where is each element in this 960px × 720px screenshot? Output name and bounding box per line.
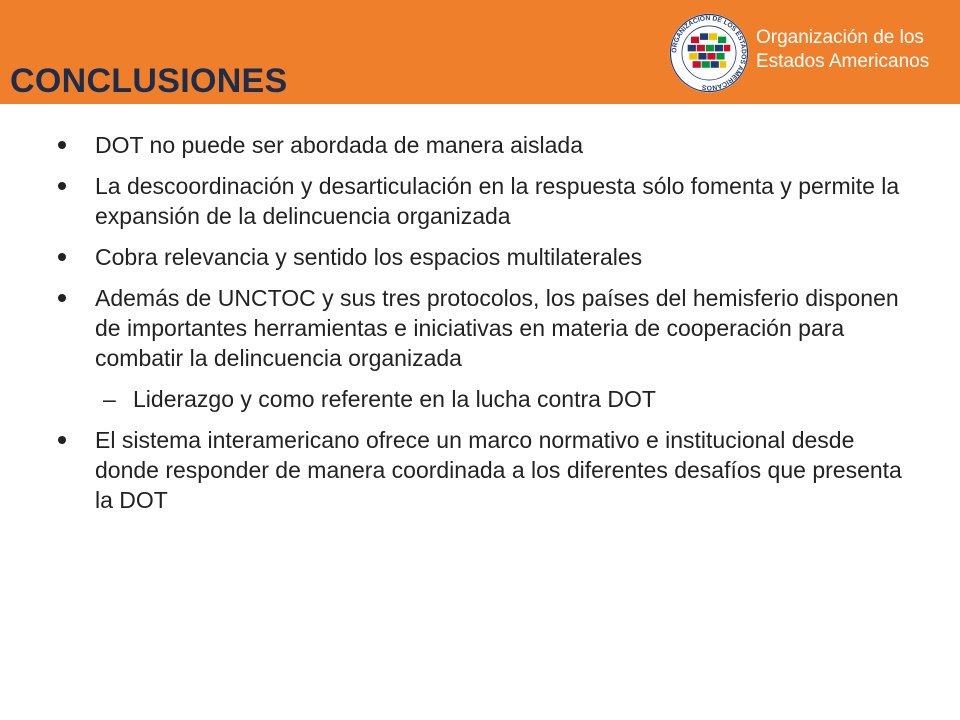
logo-ring-text: ORGANIZACIÓN DE LOS ESTADOS AMERICANOS: [671, 15, 747, 91]
sub-bullet-text: Liderazgo y como referente en la lucha contra DOT: [133, 386, 656, 412]
org-name-line-2: Estados Americanos: [756, 51, 930, 72]
bullet-text: DOT no puede ser abordada de manera aislada: [95, 132, 584, 158]
bullet-text: Además de UNCTOC y sus tres protocolos, los países del hemisferio disponen de importantes herramientas e iniciativas en materia de cooperación para combatir la delincuencia organizada: [95, 285, 899, 371]
bullet-item: [0, 130, 960, 160]
bullet-dot-icon: [58, 294, 66, 302]
oas-seal-logo: [668, 12, 750, 94]
bullet-item: [0, 171, 960, 231]
bullet-dot-icon: [58, 182, 66, 190]
org-name-line-1: Organización de los: [756, 27, 924, 48]
organization-name: [756, 26, 929, 74]
bullet-text: Cobra relevancia y sentido los espacios multilaterales: [95, 244, 643, 270]
bullet-dot-icon: [58, 141, 66, 149]
sub-bullet-dash-icon: –: [103, 386, 116, 412]
bullet-dot-icon: [58, 436, 66, 444]
sub-bullet-item: [0, 384, 960, 414]
bullet-item: [0, 283, 960, 373]
bullet-text: La descoordinación y desarticulación en la respuesta sólo fomenta y permite la expansión de la delincuencia organizada: [95, 173, 900, 229]
flags-icon: [688, 33, 731, 67]
bullet-list: [0, 130, 960, 526]
bullet-item: [0, 425, 960, 515]
bullet-text: El sistema interamericano ofrece un marco normativo e institucional desde donde responder de manera coordinada a los diferentes desafíos que presenta la DOT: [95, 427, 902, 513]
slide-title: CONCLUSIONES: [10, 62, 288, 100]
bullet-dot-icon: [58, 253, 66, 261]
bullet-item: [0, 242, 960, 272]
